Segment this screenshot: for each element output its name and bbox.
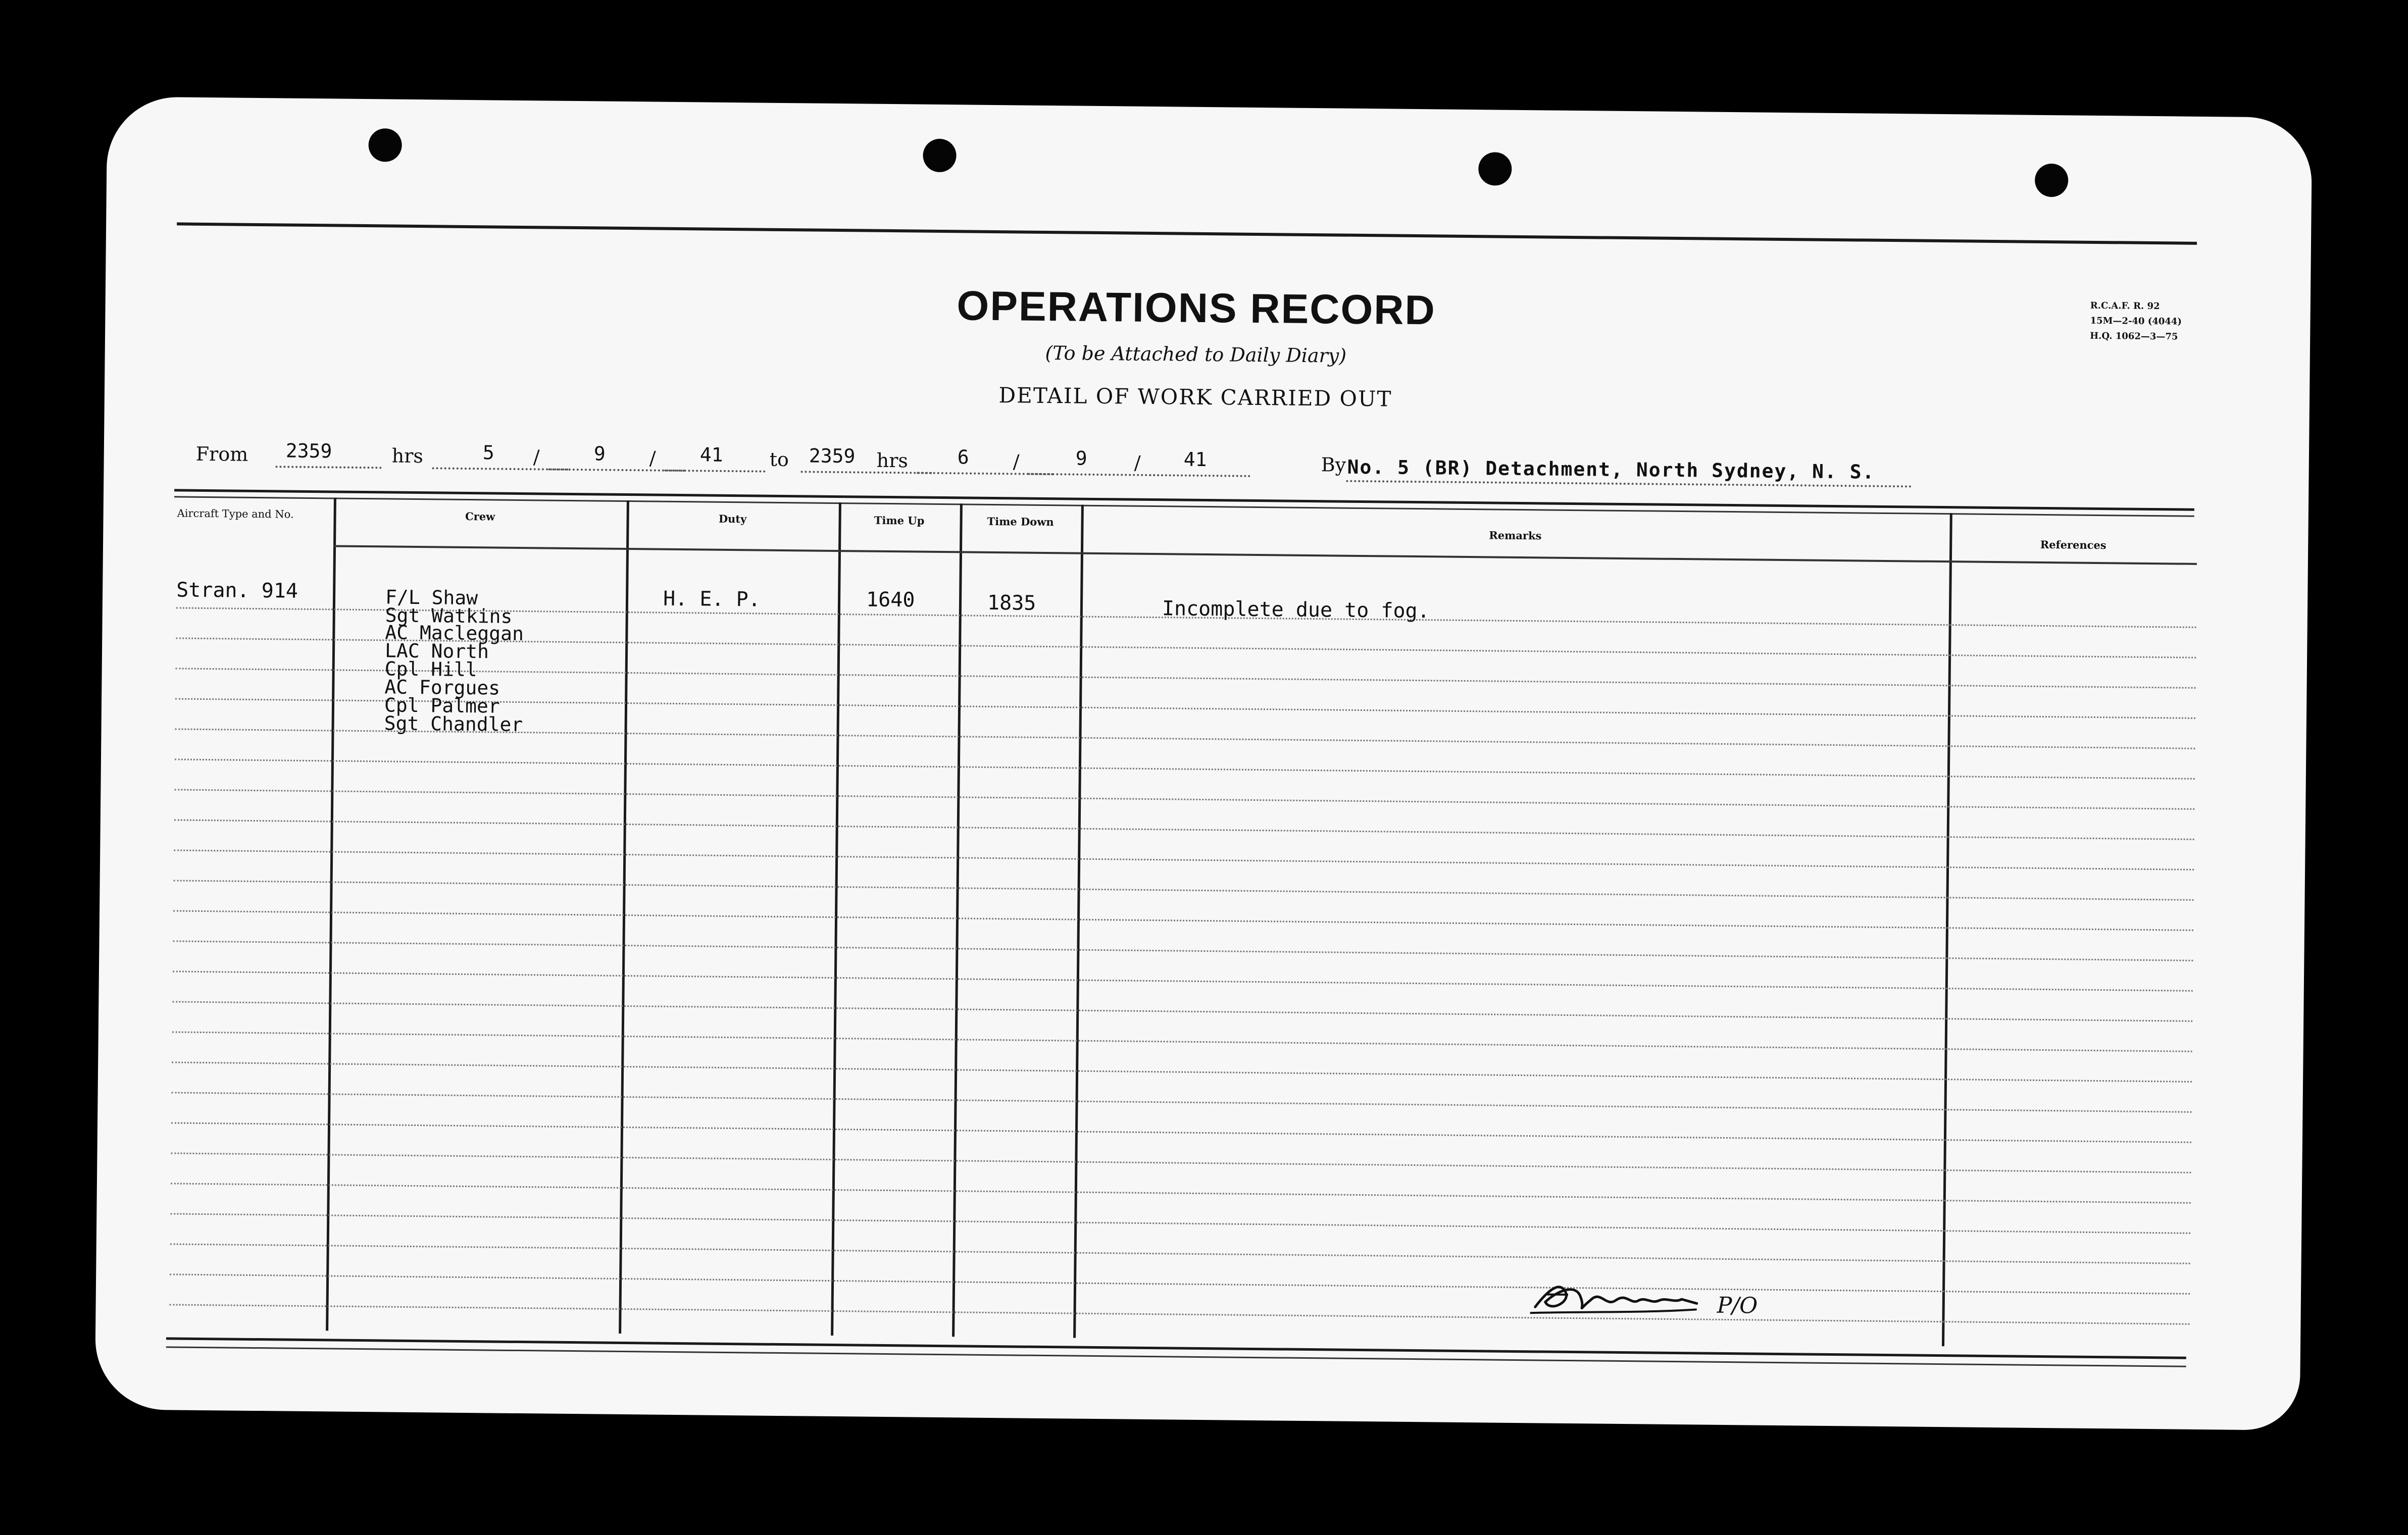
- top-rule: [177, 222, 2197, 244]
- crew-member: LAC North: [384, 639, 489, 663]
- signature-rank: P/O: [1717, 1292, 1758, 1319]
- time-up-cell: 1640: [866, 588, 915, 612]
- to-day: 6: [957, 446, 969, 469]
- column-divider: [1073, 505, 1084, 1338]
- from-time: 2359: [285, 439, 332, 463]
- signature-image: [1530, 1271, 1813, 1329]
- to-year: 41: [1183, 448, 1207, 471]
- ruled-line: [171, 1183, 2191, 1203]
- operations-record-card: [95, 96, 2313, 1430]
- column-header-references: References: [2040, 538, 2106, 552]
- ruled-line: [173, 970, 2193, 991]
- form-code-line: H.Q. 1062—3—75: [2090, 330, 2178, 342]
- to-time: 2359: [809, 444, 856, 468]
- crew-member: AC Forgues: [384, 676, 500, 699]
- column-divider: [831, 502, 841, 1336]
- date-separator: /: [1013, 450, 1020, 473]
- column-header-time-down: Time Down: [987, 515, 1054, 529]
- hrs-label: hrs: [391, 444, 424, 468]
- ruled-line: [173, 940, 2193, 961]
- time-down-cell: 1835: [987, 591, 1036, 615]
- aircraft-cell: Stran. 914: [176, 578, 298, 603]
- to-month: 9: [1075, 447, 1087, 470]
- blank-line: [276, 466, 382, 469]
- ruled-lines: [108, 96, 2313, 118]
- form-code-line: 15M—2-40 (4044): [2090, 315, 2182, 327]
- punch-hole: [923, 139, 957, 173]
- punch-hole: [2035, 164, 2069, 197]
- ruled-line: [171, 1122, 2191, 1143]
- column-header-duty: Duty: [718, 512, 747, 526]
- ruled-line: [170, 1213, 2190, 1234]
- crew-member: Cpl Palmer: [384, 694, 500, 718]
- page-subtitle: (To be Attached to Daily Diary): [1045, 341, 1347, 367]
- ruled-line: [174, 849, 2194, 870]
- ruled-line: [170, 1243, 2190, 1264]
- crew-member: F/L Shaw: [385, 586, 478, 609]
- by-label: By: [1321, 453, 1346, 476]
- column-header-crew: Crew: [465, 509, 495, 523]
- form-code-line: R.C.A.F. R. 92: [2090, 300, 2160, 312]
- column-header-aircraft: Aircraft Type and No.: [177, 507, 294, 521]
- column-header-remarks: Remarks: [1489, 529, 1542, 542]
- crew-member: AC Macleggan: [385, 621, 524, 645]
- column-divider: [1942, 513, 1952, 1346]
- ruled-line: [171, 1152, 2191, 1173]
- date-separator: /: [649, 447, 656, 470]
- column-divider: [619, 500, 629, 1334]
- from-year: 41: [699, 443, 723, 466]
- column-header-time-up: Time Up: [874, 514, 925, 527]
- hrs-label: hrs: [876, 449, 909, 472]
- ruled-line: [175, 758, 2195, 779]
- ruled-line: [174, 880, 2194, 900]
- header-underline: [333, 545, 2197, 565]
- from-month: 9: [593, 442, 606, 465]
- detail-heading: DETAIL OF WORK CARRIED OUT: [998, 383, 1392, 412]
- ruled-line: [172, 1031, 2192, 1052]
- from-day: 5: [482, 441, 494, 464]
- to-label: to: [769, 448, 789, 471]
- crew-member: Cpl Hill: [384, 657, 477, 681]
- ruled-line: [170, 1273, 2190, 1294]
- blank-line: [800, 471, 932, 474]
- duty-cell: H. E. P.: [663, 587, 761, 611]
- remarks-cell: Incomplete due to fog.: [1162, 597, 1430, 623]
- period-row: [104, 432, 2309, 493]
- ruled-line: [172, 1061, 2192, 1082]
- page-title: OPERATIONS RECORD: [957, 283, 1436, 334]
- column-divider: [952, 503, 963, 1337]
- from-label: From: [195, 442, 248, 466]
- blank-line: [665, 470, 766, 473]
- ruled-line: [172, 1001, 2192, 1021]
- crew-member: Sgt Chandler: [384, 712, 523, 736]
- punch-hole: [368, 128, 402, 162]
- ruled-line: [170, 1304, 2190, 1324]
- date-separator: /: [1134, 451, 1141, 474]
- form-code: [2090, 298, 2222, 345]
- blank-line: [1149, 474, 1250, 477]
- column-divider: [326, 497, 336, 1331]
- ruled-line: [173, 910, 2193, 931]
- punch-hole: [1478, 152, 1512, 186]
- date-separator: /: [533, 446, 540, 469]
- by-unit: No. 5 (BR) Detachment, North Sydney, N. S.: [1347, 455, 1875, 483]
- ruled-line: [172, 1092, 2192, 1112]
- crew-member: Sgt Watkins: [385, 604, 513, 628]
- ruled-line: [174, 819, 2194, 840]
- ruled-line: [174, 789, 2194, 809]
